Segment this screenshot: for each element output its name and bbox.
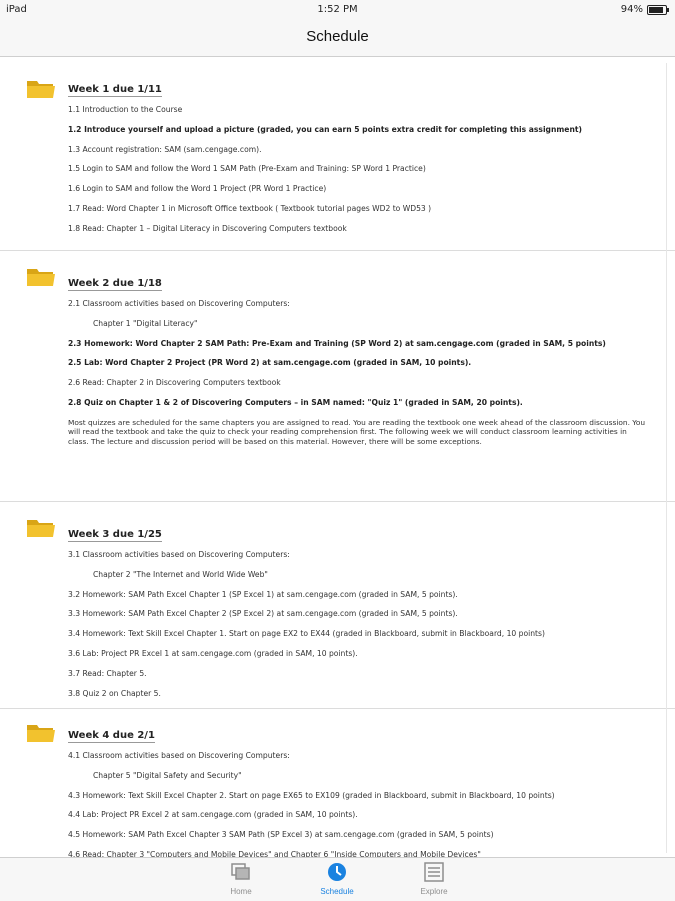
schedule-list[interactable]: [0, 57, 675, 857]
list-item[interactable]: Chapter 5 "Digital Safety and Security": [93, 770, 242, 780]
status-bar: [0, 0, 675, 20]
scrollbar[interactable]: [666, 63, 675, 853]
list-item[interactable]: 3.1 Classroom activities based on Discovering Computers:: [68, 550, 290, 559]
device-label: iPad: [6, 4, 27, 15]
navigation-bar: [0, 20, 675, 57]
list-item[interactable]: 4.4 Lab: Project PR Excel 2 at sam.cengage.com (graded in SAM, 10 points).: [68, 810, 358, 820]
week-section: [0, 709, 675, 857]
week-title[interactable]: Week 3 due 1/25: [68, 529, 162, 540]
tab-schedule[interactable]: [307, 862, 367, 896]
tab-home[interactable]: [211, 862, 271, 896]
week-section: [0, 57, 675, 251]
list-item[interactable]: Chapter 2 "The Internet and World Wide Web": [93, 569, 268, 579]
list-item[interactable]: 1.2 Introduce yourself and upload a picture (graded, you can earn 5 points extra credit for completing this assignment): [68, 124, 582, 134]
list-item[interactable]: 1.7 Read: Word Chapter 1 in Microsoft Office textbook ( Textbook tutorial pages WD2 to WD53 ): [68, 203, 432, 213]
folder-icon: [26, 721, 56, 743]
clock: 1:52 PM: [317, 4, 358, 15]
schedule-icon: [326, 862, 348, 882]
list-item[interactable]: 4.1 Classroom activities based on Discovering Computers:: [68, 751, 290, 760]
battery-percent: 94%: [620, 4, 643, 15]
list-item[interactable]: 1.1 Introduction to the Course: [68, 105, 183, 114]
week-note: Most quizzes are scheduled for the same chapters you are assigned to read. You are reading the textbook one week ahead of the classroom discussion. You will read the textbook and take the quiz to check your reading comprehension first. The following week we will conduct classroom learning activities in class. The lecture and discussion period will be based on this material. However, there will be some exceptions.: [68, 417, 646, 446]
week-section: [0, 502, 675, 709]
folder-icon: [26, 77, 56, 99]
battery-icon: [647, 5, 667, 15]
list-item[interactable]: Chapter 1 "Digital Literacy": [93, 318, 198, 328]
list-item[interactable]: 4.5 Homework: SAM Path Excel Chapter 3 SAM Path (SP Excel 3) at sam.cengage.com (graded in SAM, 5 points): [68, 830, 494, 840]
list-item[interactable]: 3.2 Homework: SAM Path Excel Chapter 1 (SP Excel 1) at sam.cengage.com (graded in SAM, 5 points).: [68, 589, 458, 599]
list-item[interactable]: 3.3 Homework: SAM Path Excel Chapter 2 (SP Excel 2) at sam.cengage.com (graded in SAM, 5 points).: [68, 609, 458, 619]
list-item[interactable]: 2.8 Quiz on Chapter 1 & 2 of Discovering Computers – in SAM named: "Quiz 1" (graded in SAM, 20 points).: [68, 397, 523, 407]
folder-icon: [26, 265, 56, 287]
list-item[interactable]: 1.3 Account registration: SAM (sam.cengage.com).: [68, 144, 262, 154]
battery-status: [621, 4, 667, 15]
list-item[interactable]: 2.6 Read: Chapter 2 in Discovering Computers textbook: [68, 378, 281, 388]
week-title[interactable]: Week 4 due 2/1: [68, 730, 155, 741]
list-item[interactable]: 3.8 Quiz 2 on Chapter 5.: [68, 688, 161, 698]
week-section: [0, 251, 675, 502]
week-title[interactable]: Week 1 due 1/11: [68, 84, 162, 95]
list-item[interactable]: 3.4 Homework: Text Skill Excel Chapter 1. Start on page EX2 to EX44 (graded in Blackboard, submit in Blackboard, 10 points): [68, 629, 545, 639]
home-icon: [230, 862, 252, 882]
tab-label: Home: [230, 887, 252, 896]
list-item[interactable]: 2.5 Lab: Word Chapter 2 Project (PR Word 2) at sam.cengage.com (graded in SAM, 10 points).: [68, 358, 472, 368]
folder-icon: [26, 516, 56, 538]
list-item[interactable]: 3.6 Lab: Project PR Excel 1 at sam.cengage.com (graded in SAM, 10 points).: [68, 648, 358, 658]
tab-bar: [0, 857, 675, 901]
tab-explore[interactable]: [404, 862, 464, 896]
week-title[interactable]: Week 2 due 1/18: [68, 278, 162, 289]
list-item[interactable]: 4.6 Read: Chapter 3 "Computers and Mobile Devices" and Chapter 6 "Inside Computers and Mobile Devices": [68, 849, 481, 857]
explore-icon: [423, 862, 445, 882]
list-item[interactable]: 2.1 Classroom activities based on Discovering Computers:: [68, 299, 290, 308]
list-item[interactable]: 1.5 Login to SAM and follow the Word 1 SAM Path (Pre-Exam and Training: SP Word 1 Practice): [68, 164, 426, 174]
list-item[interactable]: 1.6 Login to SAM and follow the Word 1 Project (PR Word 1 Practice): [68, 184, 327, 194]
list-item[interactable]: 1.8 Read: Chapter 1 – Digital Literacy in Discovering Computers textbook: [68, 223, 347, 233]
page-title: Schedule: [306, 28, 369, 45]
tab-label: Explore: [420, 887, 448, 896]
list-item[interactable]: 4.3 Homework: Text Skill Excel Chapter 2. Start on page EX65 to EX109 (graded in Blackboard, submit in Blackboard, 10 points): [68, 790, 555, 800]
list-item[interactable]: 2.3 Homework: Word Chapter 2 SAM Path: Pre-Exam and Training (SP Word 2) at sam.cengage.com (graded in SAM, 5 points): [68, 338, 606, 348]
list-item[interactable]: 3.7 Read: Chapter 5.: [68, 668, 147, 678]
tab-label: Schedule: [320, 887, 354, 896]
